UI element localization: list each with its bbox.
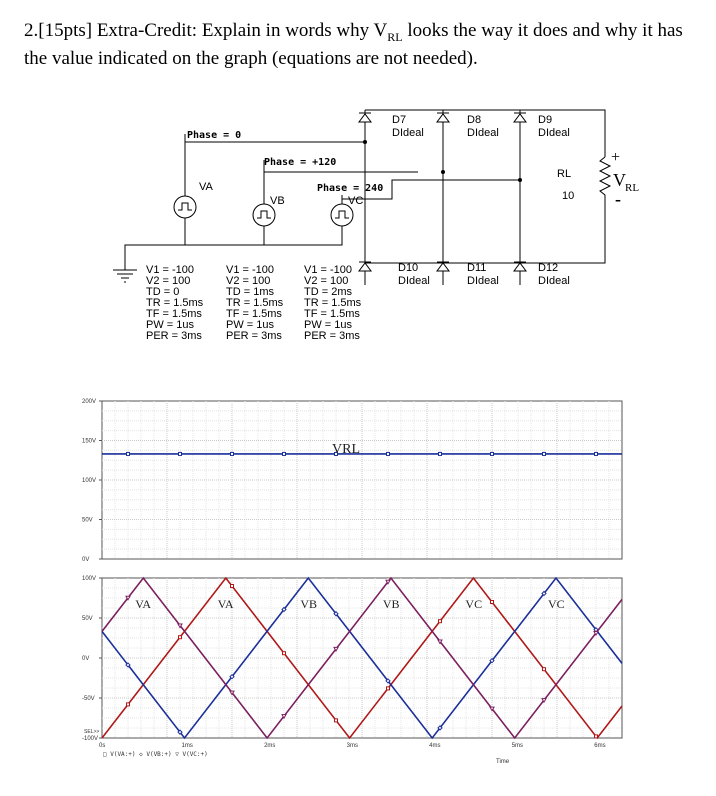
source-param-line: PER = 3ms bbox=[226, 330, 282, 342]
phase-plot-xticks bbox=[99, 743, 606, 749]
series-marker bbox=[335, 719, 338, 722]
x-tick-label: 6ms bbox=[594, 743, 606, 749]
source-param-line: TD = 2ms bbox=[304, 286, 352, 298]
series-marker bbox=[387, 452, 390, 455]
y-tick-label: 0V bbox=[82, 557, 90, 563]
series-marker bbox=[439, 620, 442, 623]
legend-text: □ V(VA:+) ◇ V(VB:+) ▽ V(VC:+) bbox=[103, 751, 208, 758]
y-tick-label: 100V bbox=[82, 478, 97, 484]
bottom-rail bbox=[365, 200, 605, 263]
question-number: 2. bbox=[24, 20, 39, 41]
source-param-line: V2 = 100 bbox=[304, 275, 349, 287]
phase-annotation: VA bbox=[135, 597, 152, 611]
diode-d8-icon bbox=[437, 113, 449, 122]
x-tick-label: 5ms bbox=[511, 743, 524, 749]
phase-plot-grid bbox=[102, 578, 622, 738]
series-marker bbox=[179, 452, 182, 455]
series-marker bbox=[283, 652, 286, 655]
source-param-line: PW = 1us bbox=[304, 319, 352, 331]
series-marker bbox=[283, 452, 286, 455]
load-name: RL bbox=[557, 168, 572, 180]
question-prefix: Extra-Credit: Explain in words why V bbox=[96, 20, 388, 41]
diode-d10-name: D10 bbox=[398, 262, 419, 274]
series-marker bbox=[127, 703, 130, 706]
diode-d7-icon bbox=[359, 113, 371, 122]
y-tick-label: -50V bbox=[82, 696, 95, 702]
phase-annotation: VC bbox=[465, 597, 483, 611]
phase-a-label: Phase = 0 bbox=[187, 130, 242, 141]
source-b-label: VB bbox=[270, 195, 285, 207]
phase-c-label: Phase = 240 bbox=[317, 183, 384, 194]
question-suffix: looks the way it does and why it has the value indicated on the graph (equations are not needed). bbox=[24, 20, 683, 69]
source-vb-icon bbox=[253, 204, 275, 226]
vrl-plot-yticks bbox=[82, 399, 102, 563]
question-points: [15pts] bbox=[38, 20, 93, 41]
series-marker bbox=[179, 636, 182, 639]
diode-d12-model: DIdeal bbox=[538, 275, 570, 287]
source-param-line: TR = 1.5ms bbox=[146, 297, 204, 309]
vrl-plot bbox=[0, 395, 716, 565]
source-param-line: TD = 1ms bbox=[226, 286, 274, 298]
diode-d9-icon bbox=[514, 113, 526, 122]
series-marker bbox=[231, 585, 234, 588]
y-tick-label: 100V bbox=[82, 576, 97, 582]
source-param-line: PER = 3ms bbox=[304, 330, 360, 342]
diode-d12-name: D12 bbox=[538, 262, 559, 274]
source-va-icon bbox=[174, 196, 196, 218]
y-tick-label: 0V bbox=[82, 656, 90, 662]
diode-d8-name: D8 bbox=[467, 114, 482, 126]
source-param-line: PW = 1us bbox=[146, 319, 194, 331]
series-marker bbox=[439, 452, 442, 455]
y-tick-label: 200V bbox=[82, 399, 97, 405]
series-marker bbox=[595, 452, 598, 455]
source-param-line: PER = 3ms bbox=[146, 330, 202, 342]
question-text bbox=[24, 20, 696, 70]
source-param-line: V1 = -100 bbox=[226, 264, 275, 276]
phase-voltage-plot bbox=[0, 570, 716, 796]
vrl-label: V bbox=[613, 170, 626, 190]
minus-sign: - bbox=[615, 189, 621, 209]
source-param-line: TD = 0 bbox=[146, 286, 180, 298]
y-tick-label: -100V bbox=[82, 736, 99, 742]
x-tick-label: 4ms bbox=[429, 743, 441, 749]
source-param-line: TF = 1.5ms bbox=[226, 308, 282, 320]
series-marker bbox=[543, 668, 546, 671]
x-axis-label: Time bbox=[496, 759, 510, 765]
ground-icon bbox=[113, 270, 137, 282]
source-c-params bbox=[304, 264, 362, 342]
source-param-line: V2 = 100 bbox=[146, 275, 191, 287]
vrl-annotation: VRL bbox=[332, 442, 360, 457]
source-b-params bbox=[226, 264, 284, 342]
diode-d11-name: D11 bbox=[467, 262, 487, 274]
ground-wire bbox=[125, 213, 185, 270]
series-marker bbox=[595, 735, 598, 738]
source-vc-icon bbox=[331, 204, 353, 226]
vrl-sub: RL bbox=[625, 182, 640, 194]
diode-d8-model: DIdeal bbox=[467, 127, 499, 139]
diode-d9-name: D9 bbox=[538, 114, 553, 126]
plus-sign: + bbox=[611, 149, 621, 166]
load-resistor-icon bbox=[600, 157, 610, 200]
diode-d10-model: DIdeal bbox=[398, 275, 430, 287]
diode-d7-model: DIdeal bbox=[392, 127, 424, 139]
source-c-label: VC bbox=[348, 195, 364, 207]
x-tick-label: 3ms bbox=[346, 743, 358, 749]
series-marker bbox=[127, 452, 130, 455]
source-param-line: PW = 1us bbox=[226, 319, 274, 331]
series-marker bbox=[387, 687, 390, 690]
phase-annotation: VB bbox=[382, 597, 400, 611]
series-marker bbox=[231, 452, 234, 455]
source-param-line: V1 = -100 bbox=[304, 264, 353, 276]
phase-annotation: VB bbox=[300, 597, 318, 611]
phase-b-label: Phase = +120 bbox=[264, 157, 337, 168]
source-param-line: V2 = 100 bbox=[226, 275, 271, 287]
question-sub: RL bbox=[387, 29, 403, 44]
y-tick-label: 50V bbox=[82, 517, 93, 524]
rectifier-schematic bbox=[0, 95, 716, 370]
y-tick-label: 150V bbox=[82, 438, 97, 445]
load-value: 10 bbox=[562, 190, 575, 202]
x-tick-label: 1ms bbox=[181, 743, 193, 749]
phase-annotation: VA bbox=[217, 597, 234, 611]
source-param-line: TR = 1.5ms bbox=[226, 297, 284, 309]
source-param-line: V1 = -100 bbox=[146, 264, 195, 276]
source-param-line: TF = 1.5ms bbox=[304, 308, 360, 320]
diode-d7-name: D7 bbox=[392, 114, 407, 126]
source-param-line: TF = 1.5ms bbox=[146, 308, 202, 320]
source-a-label: VA bbox=[199, 181, 213, 193]
phase-plot-yticks bbox=[82, 576, 102, 742]
source-a-params bbox=[146, 264, 204, 342]
series-marker bbox=[491, 601, 494, 604]
series-marker bbox=[491, 452, 494, 455]
diode-d11-model: DIdeal bbox=[467, 275, 499, 287]
sel-label: SEL>> bbox=[84, 729, 100, 735]
series-marker bbox=[543, 452, 546, 455]
phase-annotation: VC bbox=[547, 597, 565, 611]
diode-d9-model: DIdeal bbox=[538, 127, 570, 139]
source-param-line: TR = 1.5ms bbox=[304, 297, 362, 309]
y-tick-label: 50V bbox=[82, 616, 93, 622]
x-tick-label: 0s bbox=[99, 743, 106, 749]
x-tick-label: 2ms bbox=[264, 743, 276, 749]
